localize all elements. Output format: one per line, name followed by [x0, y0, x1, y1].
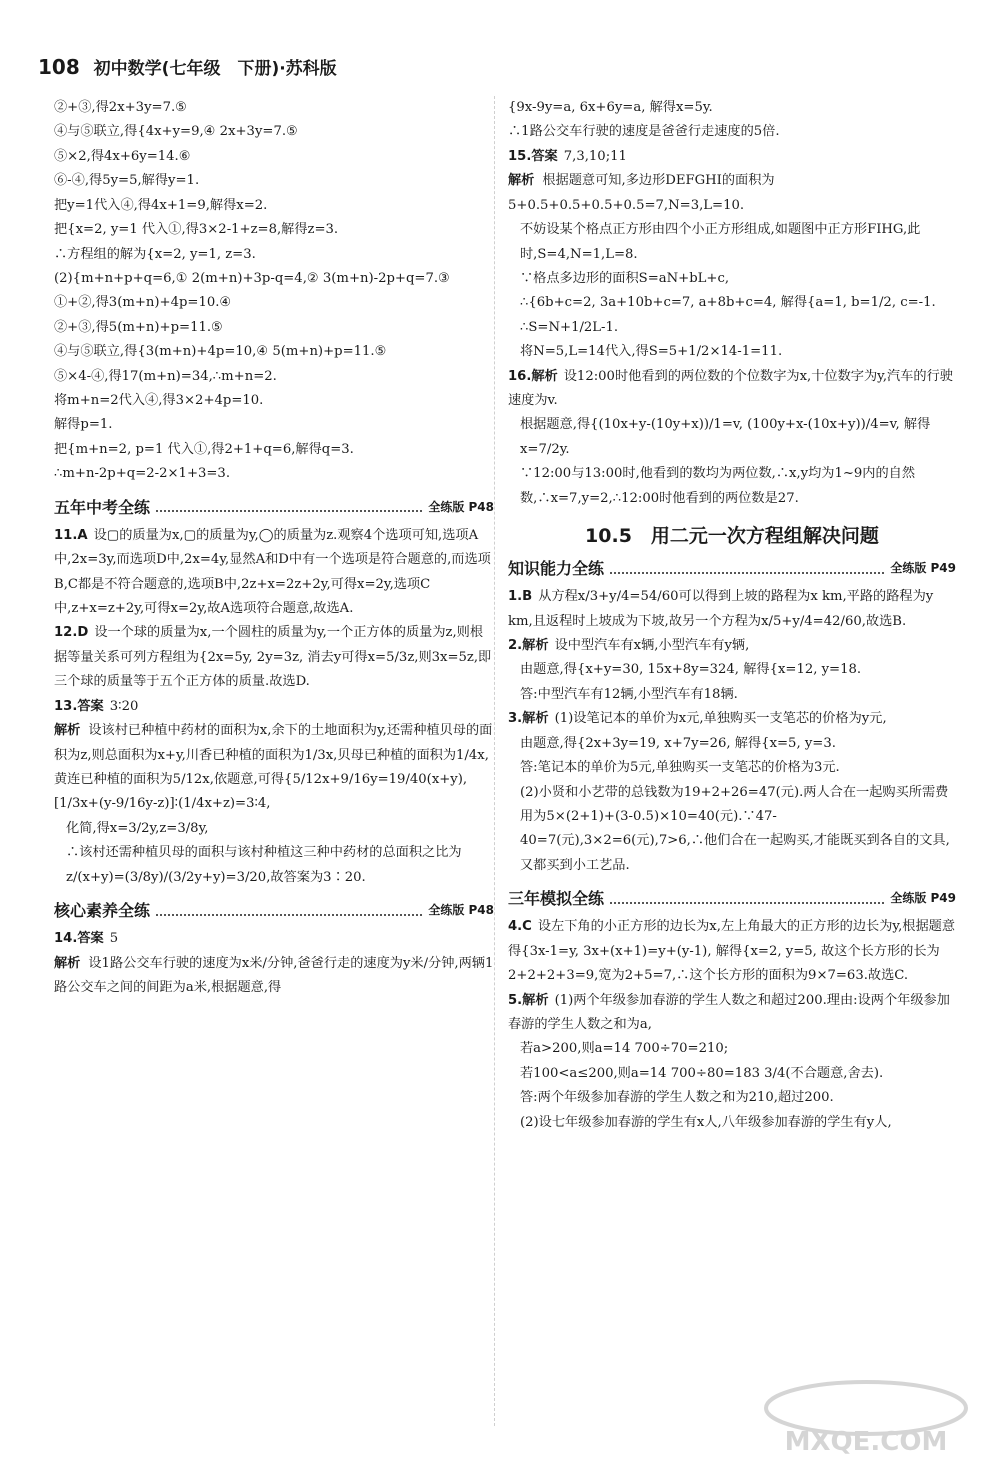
- section-header: [508, 886, 956, 909]
- item-text: ∴{6b+c=2, 3a+10b+c=7, a+8b+c=4, 解得{a=1, b=1/2, c=-1. ∴S=N+1/2L-1.: [520, 295, 936, 335]
- item-label: 13.答案: [54, 698, 104, 714]
- answer-item: [508, 683, 956, 707]
- item-label: 解析: [508, 173, 535, 189]
- item-text: 设▢的质量为x,▢的质量为y,◯的质量为z.观察4个选项可知,选项A中,2x=3y,而选项D中,2x=4y,显然A和D中有一个选项是符合题意的,而选项B,C都是不符合题意的,选项B中,2z+x=2z+2y,可得x=2y,选项C中,z+x=z+2y,可得x=2y,故A选项符合题意,故选A.: [54, 527, 491, 617]
- answer-item: [54, 695, 494, 719]
- answer-item: [54, 817, 494, 841]
- watermark-logo: [746, 1378, 986, 1458]
- item-label: 16.解析: [508, 368, 558, 384]
- item-label: 14.答案: [54, 931, 104, 947]
- item-text: 答:笔记本的单价为5元,单独购买一支笔芯的价格为3元.: [520, 760, 840, 776]
- item-text: 5: [109, 931, 119, 947]
- answer-item: [508, 218, 956, 267]
- answer-item: [508, 1037, 956, 1061]
- solution-line: ④与⑤联立,得{3(m+n)+4p=10,④ 5(m+n)+p=11.⑤: [54, 344, 387, 360]
- solution-line: 把y=1代入④,得4x+1=9,解得x=2.: [54, 197, 268, 213]
- solution-line: ②+③,得5(m+n)+p=11.⑤: [54, 319, 223, 335]
- solution-line: ⑥-④,得5y=5,解得y=1.: [54, 173, 200, 189]
- chapter-title: 10.5 用二元一次方程组解决问题: [585, 525, 879, 548]
- answer-item: [508, 915, 956, 988]
- answer-item: [508, 658, 956, 682]
- right-sections: [508, 556, 956, 1135]
- answer-item: [508, 756, 956, 780]
- item-text: 设左下角的小正方形的边长为x,左上角最大的正方形的边长为y,根据题意得{3x-1=y, 3x+(x+1)=y+(y-1), 解得{x=2, y=5, 故这个长方形的长为2+2+2+3=9,宽为2+5=7,∴这个长方形的面积为9×7=63.故选C.: [508, 919, 956, 984]
- item-text: (2)设七年级参加春游的学生有x人,八年级参加春游的学生有y人,: [520, 1114, 892, 1130]
- svg-text:MXQE.COM: MXQE.COM: [784, 1427, 948, 1457]
- item-label: 4.C: [508, 919, 532, 935]
- item-text: 从方程x/3+y/4=54/60可以得到上坡的路程为x km,平路的路程为y km,且返程时上坡成为下坡,故另一个方程为x/5+y/4=42/60,故选B.: [508, 589, 934, 629]
- section-title: 知识能力全练: [508, 559, 605, 579]
- item-label: 解析: [54, 723, 81, 739]
- solution-line: ∴1路公交车行驶的速度是爸爸行走速度的5倍.: [508, 124, 780, 140]
- answer-item: [508, 585, 956, 634]
- section-header: [508, 556, 956, 579]
- item-label: 2.解析: [508, 638, 549, 654]
- item-text: 设一个球的质量为x,一个圆柱的质量为y,一个正方体的质量为z,则根据等量关系可列方程组为{2x=5y, 2y=3z, 消去y可得x=5/3z,则3x=5z,即三个球的质量等于五个正方体的质量.故选D.: [54, 625, 492, 690]
- section-ref: 全练版 P49: [890, 561, 956, 576]
- answer-item: [508, 634, 956, 658]
- section-title: 核心素养全练: [54, 901, 151, 921]
- answer-item: [508, 145, 956, 169]
- solution-line: 把{m+n=2, p=1 代入①,得2+1+q=6,解得q=3.: [54, 441, 354, 457]
- item-text: (1)两个年级参加春游的学生人数之和超过200.理由:设两个年级参加春游的学生人数之和为a,: [508, 992, 950, 1032]
- section-title: 三年模拟全练: [508, 889, 605, 909]
- answer-item: [508, 267, 956, 291]
- solution-line: ⑤×4-④,得17(m+n)=34,∴m+n=2.: [54, 368, 277, 384]
- section-dots: [156, 500, 422, 512]
- solution-line: ∴方程组的解为{x=2, y=1, z=3.: [54, 246, 256, 262]
- answer-item: [508, 732, 956, 756]
- solution-line: 把{x=2, y=1 代入①,得3×2-1+z=8,解得z=3.: [54, 222, 339, 238]
- answer-item: [508, 1086, 956, 1110]
- item-text: 不妨设某个格点正方形由四个小正方形组成,如题图中正方形FIHG,此时,S=4,N=1,L=8.: [520, 222, 921, 262]
- column-divider: [494, 96, 495, 1426]
- item-label: 1.B: [508, 589, 533, 605]
- item-text: 设12:00时他看到的两位数的个位数字为x,十位数字为y,汽车的行驶速度为v.: [508, 368, 953, 409]
- section-dots: [156, 904, 422, 916]
- section-dots: [610, 892, 884, 904]
- solution-line: (2){m+n+p+q=6,① 2(m+n)+3p-q=4,② 3(m+n)-2p+q=7.③: [54, 270, 450, 286]
- item-text: 若a>200,则a=14 700÷70=210;: [520, 1041, 729, 1057]
- answer-item: [508, 781, 956, 879]
- solution-line: ④与⑤联立,得{4x+y=9,④ 2x+3y=7.⑤: [54, 124, 298, 140]
- item-text: 根据题意,得{(10x+y-(10y+x))/1=v, (100y+x-(10x+y))/4=v, 解得x=7/2y.: [520, 417, 931, 457]
- answer-item: [54, 719, 494, 817]
- answer-item: [508, 462, 956, 511]
- item-label: 3.解析: [508, 711, 549, 727]
- answer-item: [508, 340, 956, 364]
- item-text: (2)小贤和小艺带的总钱数为19+2+26=47(元).两人合在一起购买所需费用为5×(2+1)+(3-0.5)×10=40(元).∵47-40=7(元),3×2=6(元),7>6,∴他们合在一起购买,才能既买到各自的文具,又都买到小工艺品.: [520, 784, 950, 873]
- answer-item: [54, 841, 494, 890]
- item-text: 根据题意可知,多边形DEFGHI的面积为5+0.5+0.5+0.5+0.5=7,N=3,L=10.: [508, 173, 775, 213]
- answer-item: [54, 524, 494, 622]
- item-text: 由题意,得{x+y=30, 15x+8y=324, 解得{x=12, y=18.: [520, 662, 862, 678]
- item-text: ∵12:00与13:00时,他看到的数均为两位数,∴x,y均为1~9内的自然数,∴x=7,y=2,∴12:00时他看到的两位数是27.: [520, 466, 916, 506]
- item-label: 11.A: [54, 527, 88, 543]
- answer-item: [508, 1062, 956, 1086]
- solution-line: {9x-9y=a, 6x+6y=a, 解得x=5y.: [508, 100, 713, 115]
- item-label: 15.答案: [508, 148, 558, 164]
- right-column: [508, 96, 956, 1135]
- item-text: 由题意,得{2x+3y=19, x+7y=26, 解得{x=5, y=3.: [520, 735, 836, 751]
- solution-line: 解得p=1.: [54, 417, 113, 433]
- solution-line: ①+②,得3(m+n)+4p=10.④: [54, 295, 232, 311]
- answer-item: [54, 927, 494, 951]
- item-text: (1)设笔记本的单价为x元,单独购买一支笔芯的价格为y元,: [554, 711, 887, 727]
- item-text: 设中型汽车有x辆,小型汽车有y辆,: [554, 638, 750, 654]
- item-text: 3∶20: [109, 698, 139, 714]
- section-header: [54, 898, 494, 921]
- section-ref: 全练版 P48: [428, 903, 494, 918]
- page-number: 108: [38, 55, 80, 79]
- item-label: 解析: [54, 955, 81, 971]
- right-solution-lines: [508, 96, 956, 145]
- answer-item: [54, 952, 494, 1001]
- item-text: 设该村已种植中药材的面积为x,余下的土地面积为y,还需种植贝母的面积为z,则总面积为x+y,川香已种植的面积为1/3x,贝母已种植的面积为1/4x,黄连已种植的面积为5/12x,依题意,可得{5/12x+9/16y=19/40(x+y), [1/3x+(y-9/16y-z)]∶(1/4x+z)=3∶4,: [54, 723, 493, 812]
- page-header: [38, 54, 337, 90]
- solution-line: ∴m+n-2p+q=2-2×1+3=3.: [54, 466, 231, 482]
- item-text: 答:两个年级参加春游的学生人数之和为210,超过200.: [520, 1090, 834, 1106]
- item-label: 5.解析: [508, 992, 549, 1008]
- item-text: ∴该村还需种植贝母的面积与该村种植这三种中药材的总面积之比为z/(x+y)=(3/8y)/(3/2y+y)=3/20,故答案为3∶20.: [66, 845, 462, 885]
- section-ref: 全练版 P49: [890, 891, 956, 906]
- item-label: 12.D: [54, 625, 89, 641]
- section-dots: [610, 562, 884, 574]
- book-title: 初中数学(七年级 下册)·苏科版: [93, 59, 337, 79]
- right-items-top: [508, 145, 956, 511]
- section-ref: 全练版 P48: [428, 499, 494, 514]
- answer-item: [508, 413, 956, 462]
- answer-item: [54, 621, 494, 694]
- solution-line: ②+③,得2x+3y=7.⑤: [54, 100, 187, 115]
- item-text: 答:中型汽车有12辆,小型汽车有18辆.: [520, 686, 738, 702]
- left-solution-lines: [54, 96, 494, 487]
- item-text: 设1路公交车行驶的速度为x米/分钟,爸爸行走的速度为y米/分钟,两辆1路公交车之间的间距为a米,根据题意,得: [54, 955, 494, 995]
- item-text: ∵格点多边形的面积S=aN+bL+c,: [520, 270, 730, 286]
- answer-item: [508, 169, 956, 218]
- item-text: 将N=5,L=14代入,得S=5+1/2×14-1=11.: [520, 344, 783, 360]
- left-column: [54, 96, 494, 1000]
- item-text: 若100<a≤200,则a=14 700÷80=183 3/4(不合题意,舍去).: [520, 1065, 884, 1081]
- item-text: 化简,得x=3/2y,z=3/8y,: [66, 820, 209, 836]
- item-text: 7,3,10;11: [563, 148, 627, 164]
- section-title: 五年中考全练: [54, 497, 151, 517]
- answer-item: [508, 291, 956, 340]
- answer-item: [508, 707, 956, 731]
- solution-line: 将m+n=2代入④,得3×2+4p=10.: [54, 393, 264, 409]
- solution-line: ⑤×2,得4x+6y=14.⑥: [54, 148, 191, 164]
- answer-item: [508, 989, 956, 1038]
- answer-item: [508, 365, 956, 414]
- answer-item: [508, 1111, 956, 1135]
- section-header: [54, 495, 494, 518]
- left-sections: [54, 495, 494, 1001]
